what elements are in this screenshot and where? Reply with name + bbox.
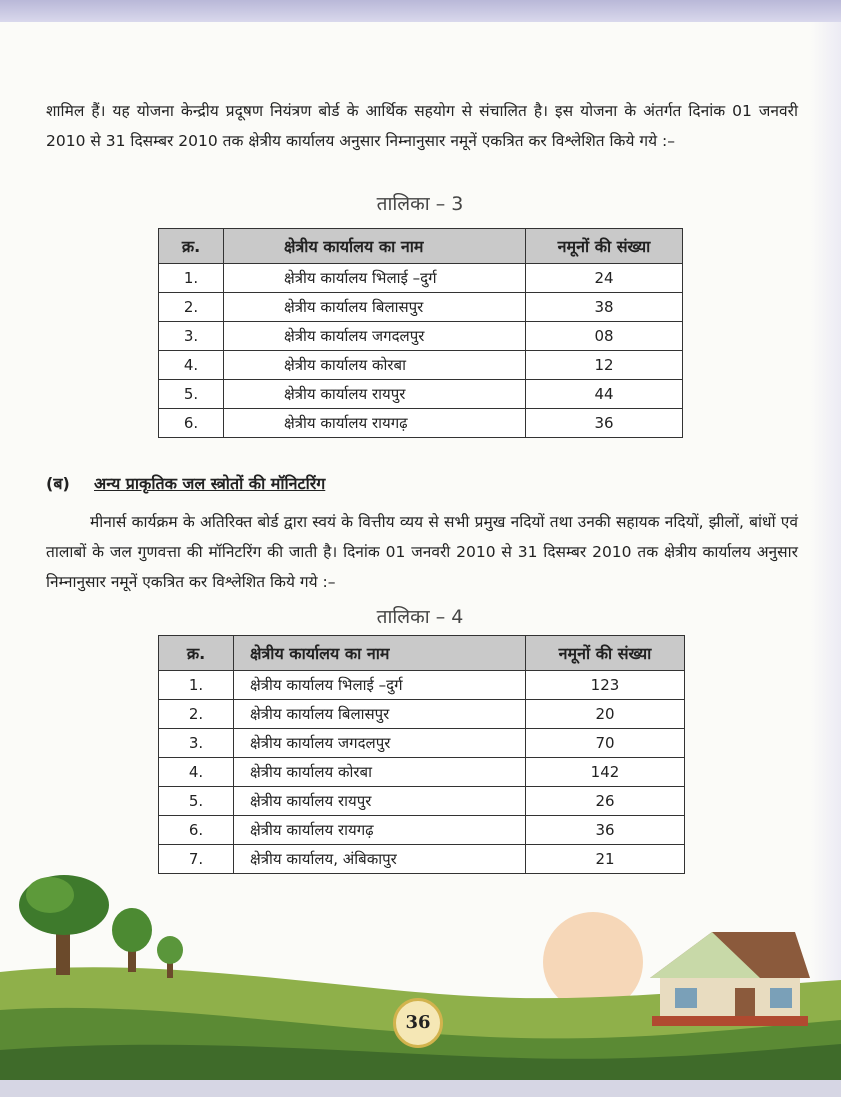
section-label: (ब) — [46, 474, 70, 493]
row-count: 24 — [526, 264, 683, 293]
table-row — [159, 700, 685, 729]
col-header-count: नमूनों की संख्या — [526, 636, 685, 671]
row-office: क्षेत्रीय कार्यालय भिलाई –दुर्ग — [224, 264, 526, 293]
row-sn: 6. — [159, 816, 234, 845]
row-count: 20 — [526, 700, 685, 729]
section-b-paragraph: मीनार्स कार्यक्रम के अतिरिक्त बोर्ड द्वारा स्वयं के वित्तीय व्यय से सभी प्रमुख नदियों तथा उनकी सहायक नदियों, झीलों, बांधों एवं तालाबों के जल गुणवत्ता की मॉनिटरिंग की जाती है। दिनांक 01 जनवरी 2010 से 31 दिसम्बर 2010 तक क्षेत्रीय कार्यालय अनुसार निम्नानुसार नमूनें एकत्रित कर विश्लेशित किये गये :– — [46, 513, 798, 591]
col-header-count: नमूनों की संख्या — [526, 229, 683, 264]
landscape-illustration — [0, 860, 841, 1097]
row-sn: 5. — [159, 380, 224, 409]
table-row — [159, 380, 683, 409]
row-office: क्षेत्रीय कार्यालय बिलासपुर — [234, 700, 526, 729]
row-count: 26 — [526, 787, 685, 816]
row-office: क्षेत्रीय कार्यालय बिलासपुर — [224, 293, 526, 322]
intro-paragraph: शामिल हैं। यह योजना केन्द्रीय प्रदूषण नियंत्रण बोर्ड के आर्थिक सहयोग से संचालित है। इस योजना के अंतर्गत दिनांक 01 जनवरी 2010 से 31 दिसम्बर 2010 तक क्षेत्रीय कार्यालय अनुसार निम्नानुसार नमूनें एकत्रित कर विश्लेशित किये गये :– — [46, 102, 798, 150]
table-row — [159, 758, 685, 787]
row-count: 21 — [526, 845, 685, 874]
row-count: 08 — [526, 322, 683, 351]
row-count: 36 — [526, 816, 685, 845]
row-count: 70 — [526, 729, 685, 758]
table-row — [159, 293, 683, 322]
row-office: क्षेत्रीय कार्यालय भिलाई –दुर्ग — [234, 671, 526, 700]
row-count: 38 — [526, 293, 683, 322]
table-row — [159, 729, 685, 758]
row-sn: 3. — [159, 729, 234, 758]
table3-caption: तालिका – 3 — [376, 193, 464, 215]
bottom-border — [0, 1080, 841, 1097]
row-sn: 3. — [159, 322, 224, 351]
table-header-row — [159, 636, 685, 671]
section-title: अन्य प्राकृतिक जल स्त्रोतों की मॉनिटरिंग — [94, 474, 326, 493]
row-count: 44 — [526, 380, 683, 409]
tree-medium-icon — [112, 908, 152, 972]
col-header-sn: क्र. — [159, 636, 234, 671]
tree-large-icon — [19, 875, 109, 975]
row-sn: 6. — [159, 409, 224, 438]
section-b-heading — [46, 472, 325, 494]
col-header-sn: क्र. — [159, 229, 224, 264]
row-office: क्षेत्रीय कार्यालय रायगढ़ — [234, 816, 526, 845]
row-office: क्षेत्रीय कार्यालय कोरबा — [234, 758, 526, 787]
table-header-row — [159, 229, 683, 264]
row-office: क्षेत्रीय कार्यालय जगदलपुर — [224, 322, 526, 351]
table-row — [159, 671, 685, 700]
row-sn: 4. — [159, 351, 224, 380]
row-count: 123 — [526, 671, 685, 700]
row-office: क्षेत्रीय कार्यालय कोरबा — [224, 351, 526, 380]
col-header-office: क्षेत्रीय कार्यालय का नाम — [224, 229, 526, 264]
row-sn: 2. — [159, 293, 224, 322]
row-sn: 7. — [159, 845, 234, 874]
table-row — [159, 787, 685, 816]
top-border — [0, 0, 841, 22]
row-count: 142 — [526, 758, 685, 787]
row-office: क्षेत्रीय कार्यालय रायगढ़ — [224, 409, 526, 438]
row-office: क्षेत्रीय कार्यालय रायपुर — [234, 787, 526, 816]
table-row — [159, 264, 683, 293]
table3 — [158, 228, 683, 438]
row-sn: 2. — [159, 700, 234, 729]
page-number-badge: 36 — [393, 998, 443, 1048]
row-sn: 1. — [159, 264, 224, 293]
row-sn: 1. — [159, 671, 234, 700]
table-row — [159, 322, 683, 351]
row-office: क्षेत्रीय कार्यालय, अंबिकापुर — [234, 845, 526, 874]
col-header-office: क्षेत्रीय कार्यालय का नाम — [234, 636, 526, 671]
table4 — [158, 635, 685, 874]
house-icon — [650, 932, 810, 1026]
row-sn: 5. — [159, 787, 234, 816]
table-row — [159, 351, 683, 380]
table-row — [159, 409, 683, 438]
row-office: क्षेत्रीय कार्यालय रायपुर — [224, 380, 526, 409]
row-sn: 4. — [159, 758, 234, 787]
table4-caption: तालिका – 4 — [376, 606, 464, 628]
row-office: क्षेत्रीय कार्यालय जगदलपुर — [234, 729, 526, 758]
row-count: 12 — [526, 351, 683, 380]
row-count: 36 — [526, 409, 683, 438]
table-row — [159, 816, 685, 845]
